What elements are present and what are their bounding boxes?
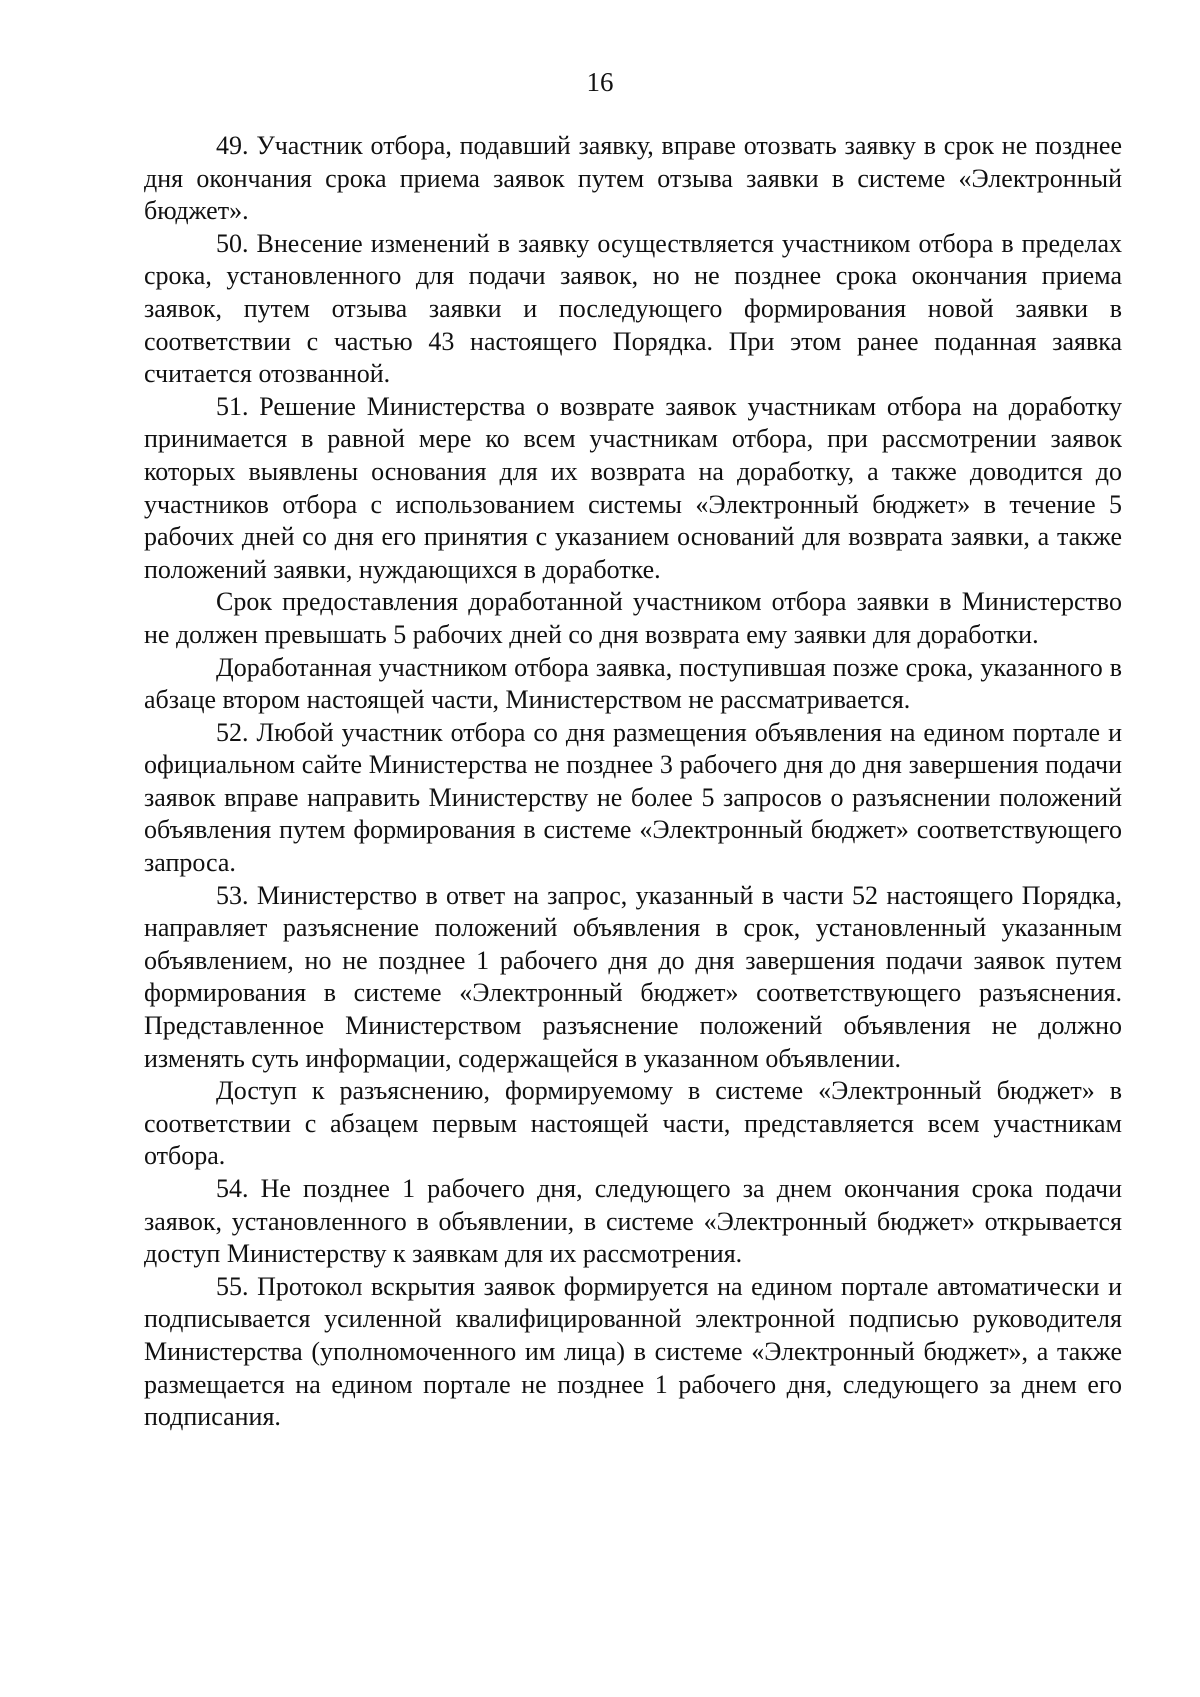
paragraph-52: 52. Любой участник отбора со дня размещения объявления на едином портале и официальном сайте Министерства не позднее 3 рабочего дня до дня завершения подачи заявок вправе направить Министерству не более 5 запросов о разъяснении положений объявления путем формирования в системе «Электронный бюджет» соответствующего запроса. — [144, 717, 1122, 878]
paragraph-51-term: Срок предоставления доработанной участником отбора заявки в Министерство не должен превышать 5 рабочих дней со дня возврата ему заявки для доработки. — [144, 587, 1122, 649]
document-body — [144, 130, 1122, 1434]
paragraph-51: 51. Решение Министерства о возврате заявок участникам отбора на доработку принимается в равной мере ко всем участникам отбора, при рассмотрении заявок которых выявлены основания для их возврата на доработку, а также доводится до участников отбора с использованием системы «Электронный бюджет» в течение 5 рабочих дней со дня его принятия с указанием оснований для возврата заявки, а также положений заявки, нуждающихся в доработке. — [144, 391, 1122, 584]
paragraph-54: 54. Не позднее 1 рабочего дня, следующего за днем окончания срока подачи заявок, установленного в объявлении, в системе «Электронный бюджет» открывается доступ Министерству к заявкам для их рассмотрения. — [144, 1174, 1122, 1269]
page-number: 16 — [586, 67, 614, 97]
paragraph-55: 55. Протокол вскрытия заявок формируется на едином портале автоматически и подписывается усиленной квалифицированной электронной подписью руководителя Министерства (уполномоченного им лица) в системе «Электронный бюджет», а также размещается на едином портале не позднее 1 рабочего дня, следующего за днем его подписания. — [144, 1271, 1122, 1432]
paragraph-53-access: Доступ к разъяснению, формируемому в системе «Электронный бюджет» в соответствии с абзацем первым настоящей части, представляется всем участникам отбора. — [144, 1076, 1122, 1171]
paragraph-53: 53. Министерство в ответ на запрос, указанный в части 52 настоящего Порядка, направляет разъяснение положений объявления в срок, установленный указанным объявлением, но не позднее 1 рабочего дня до дня завершения подачи заявок путем формирования в системе «Электронный бюджет» соответствующего разъяснения. Представленное Министерством разъяснение положений объявления не должно изменять суть информации, содержащейся в указанном объявлении. — [144, 880, 1122, 1073]
paragraph-49: 49. Участник отбора, подавший заявку, вправе отозвать заявку в срок не позднее дня окончания срока приема заявок путем отзыва заявки в системе «Электронный бюджет». — [144, 131, 1122, 226]
paragraph-50: 50. Внесение изменений в заявку осуществляется участником отбора в пределах срока, установленного для подачи заявок, но не позднее срока окончания приема заявок, путем отзыва заявки и последующего формирования новой заявки в соответствии с частью 43 настоящего Порядка. При этом ранее поданная заявка считается отозванной. — [144, 228, 1122, 389]
paragraph-51-late: Доработанная участником отбора заявка, поступившая позже срока, указанного в абзаце втором настоящей части, Министерством не рассматривается. — [144, 652, 1122, 715]
